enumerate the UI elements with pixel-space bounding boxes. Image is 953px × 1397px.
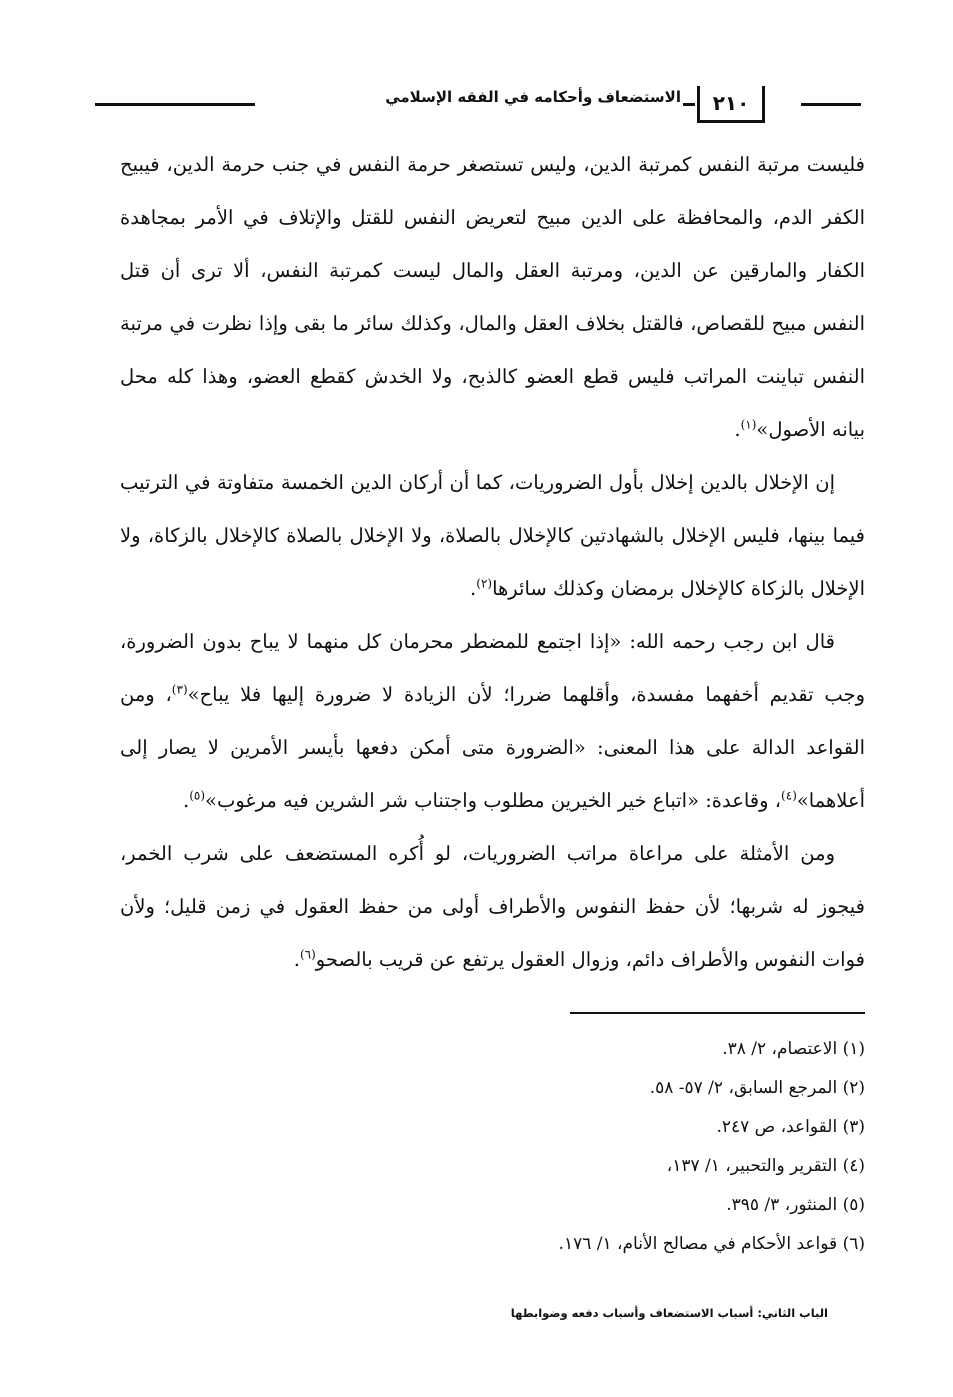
page-number: ٢١٠ bbox=[697, 86, 765, 123]
running-footer: الباب الثاني: أسباب الاستضعاف وأسباب دفعه وضوابطها bbox=[510, 1306, 828, 1320]
header-rule-right bbox=[801, 103, 861, 106]
footnote-ref: (٤) bbox=[781, 788, 797, 803]
footnote-ref: (٥) bbox=[189, 788, 206, 803]
footnote: (٢) المرجع السابق، ٢/ ٥٧- ٥٨. bbox=[649, 1078, 865, 1098]
paragraph-text: ومن الأمثلة على مراعاة مراتب الضروريات، لو أُكره المستضعف على شرب الخمر، فيجوز له شربها؛ لأن حفظ النفوس والأطراف أولى من حفظ العقول في زمن قليل؛ ولأن فوات النفوس والأطراف دائم، وزوال العقول يرتفع عن قريب بالصحو bbox=[120, 842, 865, 971]
footnote-separator bbox=[570, 1012, 865, 1014]
footnote: (٦) قواعد الأحكام في مصالح الأنام، ١/ ١٧٦. bbox=[558, 1234, 865, 1254]
header-rule-left bbox=[95, 103, 255, 106]
header-rule-mid bbox=[683, 103, 695, 106]
footnote: (٣) القواعد، ص ٢٤٧. bbox=[716, 1117, 865, 1137]
paragraph-text: ، ومن القواعد الدالة على هذا المعنى: «الضرورة متى أمكن دفعها بأيسر الأمرين لا يصار إلى أعلاهما» bbox=[120, 683, 865, 812]
paragraph-text: قال ابن رجب رحمه الله: «إذا اجتمع للمضطر محرمان كل منهما لا يباح بدون الضرورة، وجب تقديم أخفهما مفسدة، وأقلهما ضررا؛ لأن الزيادة لا ضرورة إليها فلا يباح» bbox=[120, 630, 865, 706]
footnotes bbox=[300, 1030, 865, 1264]
paragraph-text: ، وقاعدة: «اتباع خير الخيرين مطلوب واجتناب شر الشرين فيه مرغوب» bbox=[205, 789, 782, 812]
paragraph: إن الإخلال بالدين إخلال بأول الضروريات، كما أن أركان الدين الخمسة متفاوتة في الترتيب فيما بينها، فليس الإخلال بالشهادتين كالإخلال بالصلاة، ولا الإخلال بالصلاة كالإخلال بالزكاة، ولا الإخلال بالزكاة كالإخلال برمضان وكذلك سائرها$^{(٢)}$. bbox=[120, 471, 865, 600]
footnote: (١) الاعتصام، ٢/ ٣٨. bbox=[722, 1039, 865, 1059]
main-text bbox=[120, 138, 865, 986]
book-title: الاستضعاف وأحكامه في الفقه الإسلامي bbox=[385, 88, 681, 106]
footnote-ref: (٢) bbox=[476, 576, 493, 591]
paragraph-text: فليست مرتبة النفس كمرتبة الدين، وليس تستصغر حرمة النفس في جنب حرمة الدين، فيبيح الكفر الدم، والمحافظة على الدين مبيح لتعريض النفس للقتل والإتلاف في الأمر بمجاهدة الكفار والمارقين عن الدين، ومرتبة العقل والمال ليست كمرتبة النفس، ألا ترى أن قتل النفس مبيح للقصاص، فالقتل بخلاف العقل والمال، وكذلك سائر ما بقى وإذا نظرت في مرتبة النفس تباينت المراتب فليس قطع العضو كالذبح، ولا الخدش كقطع العضو، وهذا كله محل بيانه الأصول» bbox=[120, 153, 865, 441]
paragraph: فليست مرتبة النفس كمرتبة الدين، وليس تستصغر حرمة النفس في جنب حرمة الدين، فيبيح الكفر الدم، والمحافظة على الدين مبيح لتعريض النفس للقتل والإتلاف في الأمر بمجاهدة الكفار والمارقين عن الدين، ومرتبة العقل والمال ليست كمرتبة النفس، ألا ترى أن قتل النفس مبيح للقصاص، فالقتل بخلاف العقل والمال، وكذلك سائر ما بقى وإذا نظرت في مرتبة النفس تباينت المراتب فليس قطع العضو كالذبح، ولا الخدش كقطع العضو، وهذا كله محل بيانه الأصول»$^{(١)}$. bbox=[120, 153, 865, 441]
footnote-ref: (٦) bbox=[299, 947, 316, 962]
footnote: (٤) التقرير والتحبير، ١/ ١٣٧، bbox=[666, 1156, 865, 1176]
paragraph-text: إن الإخلال بالدين إخلال بأول الضروريات، كما أن أركان الدين الخمسة متفاوتة في الترتيب فيما بينها، فليس الإخلال بالشهادتين كالإخلال بالصلاة، ولا الإخلال بالصلاة كالإخلال بالزكاة، ولا الإخلال بالزكاة كالإخلال برمضان وكذلك سائرها bbox=[120, 471, 865, 600]
running-header bbox=[95, 78, 861, 126]
paragraph: قال ابن رجب رحمه الله: «إذا اجتمع للمضطر محرمان كل منهما لا يباح بدون الضرورة، وجب تقديم أخفهما مفسدة، وأقلهما ضررا؛ لأن الزيادة لا ضرورة إليها فلا يباح»$^{(٣)}$، ومن القواعد الدالة على هذا المعنى: «الضرورة متى أمكن دفعها بأيسر الأمرين لا يصار إلى أعلاهما»$^{(٤)}$، وقاعدة: «اتباع خير الخيرين مطلوب واجتناب شر الشرين فيه مرغوب»$^{(٥)}$. bbox=[120, 630, 865, 812]
footnote: (٥) المنثور، ٣/ ٣٩٥. bbox=[726, 1195, 865, 1215]
footnote-ref: (١) bbox=[740, 417, 757, 432]
footnote-ref: (٣) bbox=[171, 682, 188, 697]
paragraph: ومن الأمثلة على مراعاة مراتب الضروريات، لو أُكره المستضعف على شرب الخمر، فيجوز له شربها؛ لأن حفظ النفوس والأطراف أولى من حفظ العقول في زمن قليل؛ ولأن فوات النفوس والأطراف دائم، وزوال العقول يرتفع عن قريب بالصحو$^{(٦)}$. bbox=[120, 842, 865, 971]
